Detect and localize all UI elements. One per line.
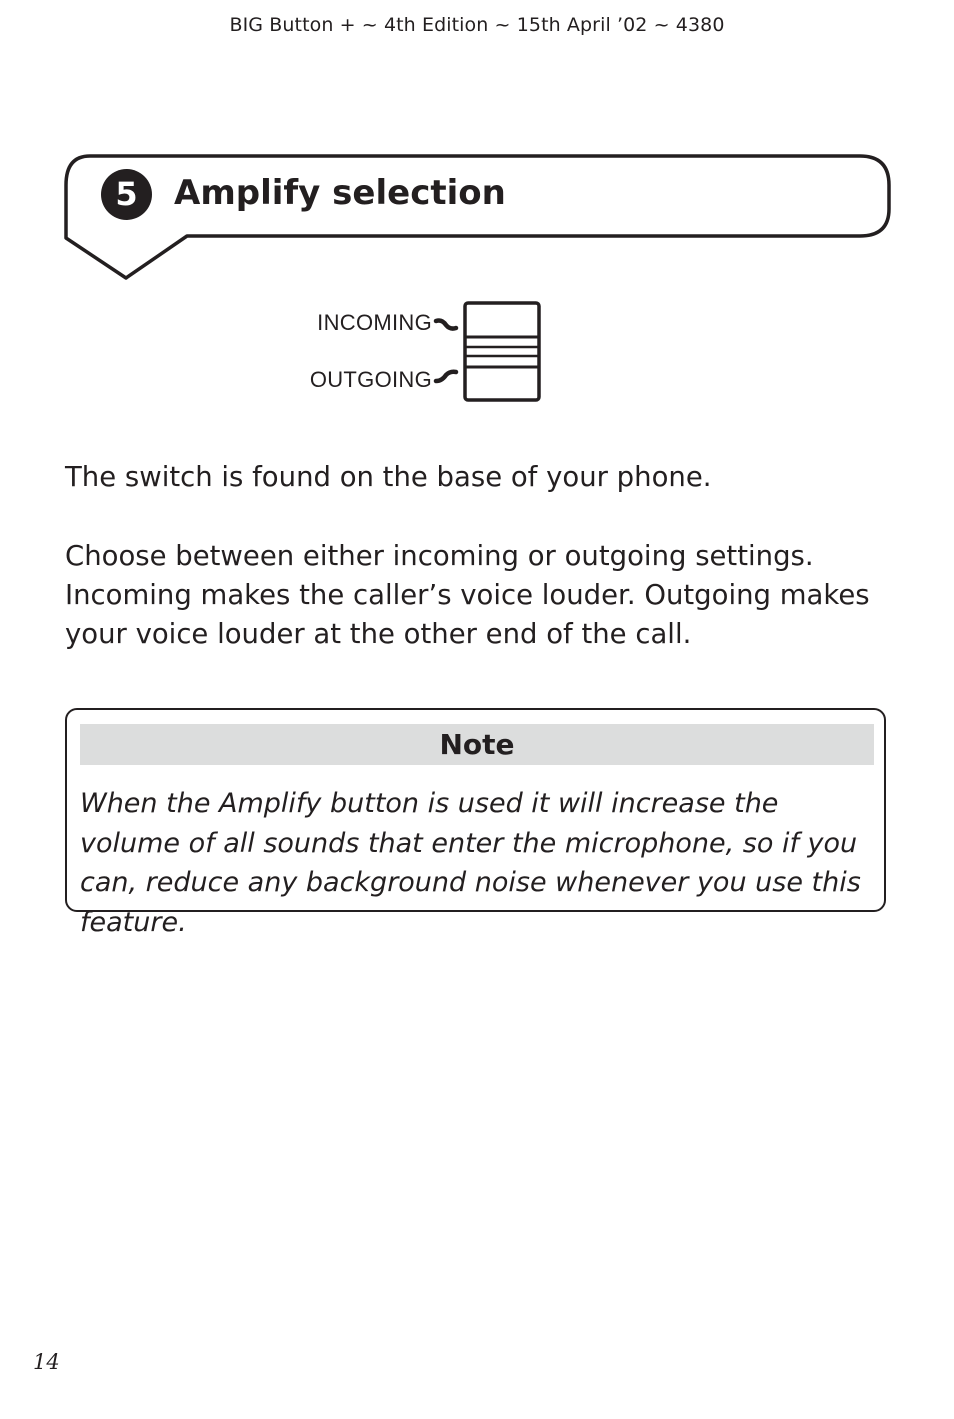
note-text: When the Amplify button is used it will increase the volume of all sounds that enter the microphone, so if you can, reduce any background noise whenever you use this feature. [80, 788, 861, 938]
outgoing-label: OUTGOING [309, 367, 432, 392]
note-box [65, 708, 886, 938]
switch-icon [290, 295, 560, 410]
settings-description-text: Choose between either incoming or outgoing settings. Incoming makes the caller’s voice louder. Outgoing makes your voice louder at the other end of the call. [65, 540, 870, 650]
incoming-label: INCOMING [317, 310, 432, 335]
page-number: 14 [33, 1350, 60, 1374]
step-title: Amplify selection [174, 173, 506, 213]
note-title: Note [80, 724, 874, 765]
amplify-switch-diagram [290, 295, 560, 410]
running-header: BIG Button + ~ 4th Edition ~ 15th April ’02 ~ 4380 [229, 14, 725, 36]
step-number-badge: 5 [101, 169, 152, 220]
step-heading [0, 0, 954, 290]
switch-location-text: The switch is found on the base of your phone. [65, 461, 712, 493]
heading-callout-frame [0, 0, 954, 290]
